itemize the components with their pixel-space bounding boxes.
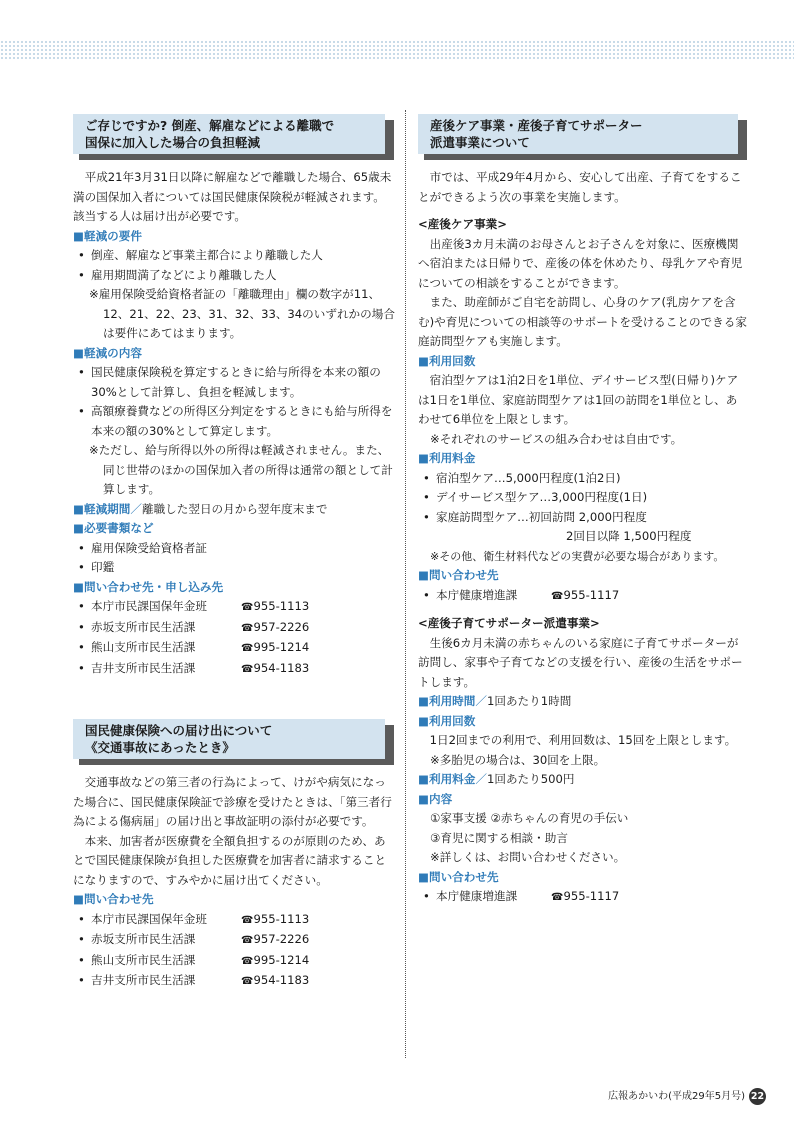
supporter-content-line-2: ③育児に関する相談・助言 xyxy=(430,830,568,845)
phone-icon: ☎ xyxy=(241,663,254,675)
list-item: • デイサービス型ケア…3,000円程度(1日) xyxy=(418,488,748,508)
contact-row: • 吉井支所市民生活課 ☎954-1183 xyxy=(73,971,395,992)
list-item: • 高額療養費などの所得区分判定をするときにも給与所得を本来の額の30%として算定します。 xyxy=(73,402,395,441)
requirements-note: ※雇用保険受給資格者証の「離職理由」欄の数字が11、12、21、22、23、31、32、33、34のいずれかの場合は要件にあてはまります。 xyxy=(89,287,395,340)
supporter-para: 生後6カ月未満の赤ちゃんのいる家庭に子育てサポーターが訪問し、家事や子育てなどの支援を行い、産後の生活をサポートします。 xyxy=(418,635,743,689)
accident-section-title: 国民健康保険への届け出について 《交通事故にあったとき》 xyxy=(73,719,385,759)
supporter-count-heading: ■利用回数 xyxy=(418,713,476,728)
list-item: • 国民健康保険税を算定するときに給与所得を本来の額の30%として計算し、負担を軽減します。 xyxy=(73,363,395,402)
care-count-text: 宿泊型ケアは1泊2日を1単位、デイサービス型(日帰り)ケアは1日を1単位、家庭訪問型ケアは1回の訪問を1単位とし、あわせて6単位を上限とします。 xyxy=(418,373,739,426)
period-heading: ■軽減期間／離職した翌日の月から翌年度末まで xyxy=(73,501,328,516)
care-count-heading: ■利用回数 xyxy=(418,353,476,368)
page-footer xyxy=(608,1087,766,1107)
contact-row: • 本庁市民課国保年金班 ☎955-1113 xyxy=(73,910,395,931)
contact-row: • 本庁健康増進課 ☎955-1117 xyxy=(418,887,748,908)
accident-para-1: 交通事故などの第三者の行為によって、けがや病気になった場合に、国民健康保険証で診療を受けたときは、「第三者行為による傷病届」の届け出と事故証明の添付が必要です。 xyxy=(73,775,392,828)
content-note: ※ただし、給与所得以外の所得は軽減されません。また、同じ世帯のほかの国保加入者の所得は通常の額として計算します。 xyxy=(89,443,393,496)
postpartum-intro: 市では、平成29年4月から、安心して出産、子育てをすることができるよう次の事業を実施します。 xyxy=(418,170,742,204)
contact-heading: ■問い合わせ先・申し込み先 xyxy=(73,579,224,594)
docs-heading: ■必要書類など xyxy=(73,521,154,535)
contact-row: • 本庁市民課国保年金班 ☎955-1113 xyxy=(73,597,395,618)
supporter-content-note: ※詳しくは、お問い合わせください。 xyxy=(430,850,626,864)
phone-icon: ☎ xyxy=(241,622,254,634)
care-contact-heading: ■問い合わせ先 xyxy=(418,568,499,582)
care-count-note: ※それぞれのサービスの組み合わせは自由です。 xyxy=(430,431,683,446)
accident-para-2: 本来、加害者が医療費を全額負担するのが原則のため、あとで国民健康保険が負担した医療費を加害者に請求することになりますので、すみやかに届け出てください。 xyxy=(73,833,387,887)
layoff-intro: 平成21年3月31日以降に解雇などで離職した場合、65歳未満の国保加入者については国民健康保険税が軽減されます。該当する人は届け出が必要です。 xyxy=(73,170,392,223)
contact-row: • 本庁健康増進課 ☎955-1117 xyxy=(418,586,748,607)
care-heading: <産後ケア事業> xyxy=(418,217,507,231)
publication-name: 広報あかいわ(平成29年5月号) xyxy=(608,1091,745,1102)
phone-icon: ☎ xyxy=(241,935,254,946)
left-column xyxy=(73,114,395,992)
care-fee-note: ※その他、衛生材料代などの実費が必要な場合があります。 xyxy=(430,549,725,563)
care-fee-heading: ■利用料金 xyxy=(418,451,476,465)
contact-row: • 熊山支所市民生活課 ☎995-1214 xyxy=(73,638,395,659)
header-dot-band xyxy=(0,40,794,60)
contact-row: • 赤坂支所市民生活課 ☎957-2226 xyxy=(73,618,395,639)
supporter-count-text: 1日2回までの利用で、利用回数は、15回を上限とします。 xyxy=(429,733,737,747)
list-item: • 家庭訪問型ケア…初回訪問 2,000円程度 xyxy=(418,508,748,528)
phone-icon: ☎ xyxy=(241,955,254,967)
supporter-fee-heading: ■利用料金／1回あたり500円 xyxy=(418,772,575,786)
contact-row: • 吉井支所市民生活課 ☎954-1183 xyxy=(73,659,395,680)
phone-icon: ☎ xyxy=(241,643,254,654)
contact-heading: ■問い合わせ先 xyxy=(73,892,154,906)
page-number: 22 xyxy=(749,1088,766,1105)
column-divider xyxy=(405,110,406,1058)
phone-icon: ☎ xyxy=(241,914,254,926)
contact-row: • 熊山支所市民生活課 ☎995-1214 xyxy=(73,951,395,972)
supporter-count-note: ※多胎児の場合は、30回を上限。 xyxy=(430,752,606,767)
list-item: • 雇用保険受給資格者証 xyxy=(73,539,395,559)
supporter-contact-heading: ■問い合わせ先 xyxy=(418,869,499,884)
phone-icon: ☎ xyxy=(241,976,254,987)
layoff-section-title: ご存じですか? 倒産、解雇などによる離職で 国保に加入した場合の負担軽減 xyxy=(73,114,385,154)
list-item: • 倒産、解雇など事業主都合により離職した人 xyxy=(73,246,395,266)
list-item: • 印鑑 xyxy=(73,558,395,578)
supporter-content-line-1: ①家事支援 ②赤ちゃんの育児の手伝い xyxy=(430,811,629,825)
supporter-time-heading: ■利用時間／1回あたり1時間 xyxy=(418,694,572,708)
postpartum-section-title: 産後ケア事業・産後子育てサポーター 派遣事業について xyxy=(418,114,738,154)
phone-icon: ☎ xyxy=(551,590,564,602)
requirements-heading: ■軽減の要件 xyxy=(73,228,142,243)
contact-row: • 赤坂支所市民生活課 ☎957-2226 xyxy=(73,930,395,951)
care-para-1: 出産後3カ月未満のお母さんとお子さんを対象に、医療機関へ宿泊または日帰りで、産後の体を休めたり、母乳ケアや育児についての相談をすることができます。 xyxy=(418,236,743,290)
content-heading: ■軽減の内容 xyxy=(73,345,142,360)
care-para-2: また、助産師がご自宅を訪問し、心身のケア(乳房ケアを含む)や育児についての相談等のサポートを受けることのできる家庭訪問型ケアも実施します。 xyxy=(418,295,747,348)
list-item: • 雇用期間満了などにより離職した人 xyxy=(73,266,395,286)
list-item: • 宿泊型ケア…5,000円程度(1泊2日) xyxy=(418,469,748,489)
phone-icon: ☎ xyxy=(551,892,564,903)
supporter-heading: <産後子育てサポーター派遣事業> xyxy=(418,616,600,630)
care-fee-continuation: 2回目以降 1,500円程度 xyxy=(566,529,692,543)
right-column xyxy=(418,114,748,908)
supporter-content-heading: ■内容 xyxy=(418,791,453,806)
phone-icon: ☎ xyxy=(241,602,254,613)
